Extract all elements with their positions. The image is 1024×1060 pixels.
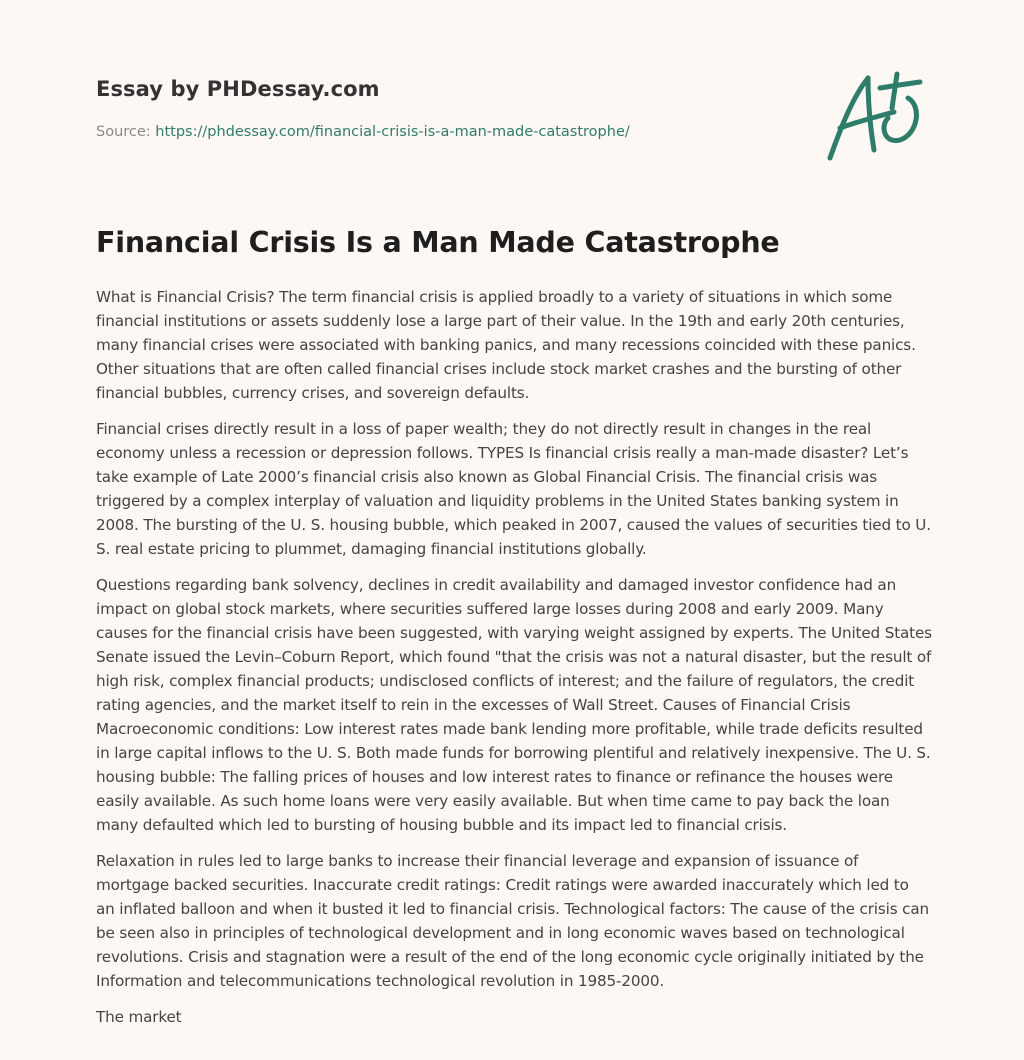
site-brand: Essay by PHDessay.com [96, 77, 380, 101]
source-label: Source: [96, 124, 151, 140]
source-line [96, 124, 630, 140]
essay-title: Financial Crisis Is a Man Made Catastrophe [96, 226, 780, 259]
essay-paragraph: The market [96, 1008, 182, 1026]
essay-paragraph: Relaxation in rules led to large banks to increase their financial leverage and expansion of issuance of mortgage backed securities. Inaccurate credit ratings: Credit ratings were awarded inaccurately which led to an inflated balloon and when it busted it led to financial crisis. Technological factors: The cause of the crisis can be seen also in principles of technological development and in long economic waves based on technological revolutions. Crisis and stagnation were a result of the end of the long economic cycle originally initiated by the Information and telecommunications technological revolution in 1985-2000. [96, 852, 929, 990]
a-plus-logo-icon [822, 68, 930, 164]
essay-paragraph: Questions regarding bank solvency, declines in credit availability and damaged investor confidence had an impact on global stock markets, where securities suffered large losses during 2008 and early 2009. Many causes for the financial crisis have been suggested, with varying weight assigned by experts. The United States Senate issued the Levin–Coburn Report, which found "that the crisis was not a natural disaster, but the result of high risk, complex financial products; undisclosed conflicts of interest; and the failure of regulators, the credit rating agencies, and the market itself to rein in the excesses of Wall Street. Causes of Financial Crisis Macroeconomic conditions: Low interest rates made bank lending more profitable, while trade deficits resulted in large capital inflows to the U. S. Both made funds for borrowing plentiful and relatively inexpensive. The U. S. housing bubble: The falling prices of houses and low interest rates to finance or refinance the houses were easily available. As such home loans were very easily available. But when time came to pay back the loan many defaulted which led to bursting of housing bubble and its impact led to financial crisis. [96, 576, 932, 834]
source-link[interactable]: https://phdessay.com/financial-crisis-is-a-man-made-catastrophe/ [155, 124, 630, 140]
essay-body [96, 285, 932, 1041]
essay-paragraph: Financial crises directly result in a loss of paper wealth; they do not directly result in changes in the real economy unless a recession or depression follows. TYPES Is financial crisis really a man-made disaster? Let’s take example of Late 2000’s financial crisis also known as Global Financial Crisis. The financial crisis was triggered by a complex interplay of valuation and liquidity problems in the United States banking system in 2008. The bursting of the U. S. housing bubble, which peaked in 2007, caused the values of securities tied to U. S. real estate pricing to plummet, damaging financial institutions globally. [96, 420, 931, 558]
essay-paragraph: What is Financial Crisis? The term financial crisis is applied broadly to a variety of situations in which some financial institutions or assets suddenly lose a large part of their value. In the 19th and early 20th centuries, many financial crises were associated with banking panics, and many recessions coincided with these panics. Other situations that are often called financial crises include stock market crashes and the bursting of other financial bubbles, currency crises, and sovereign defaults. [96, 288, 916, 402]
